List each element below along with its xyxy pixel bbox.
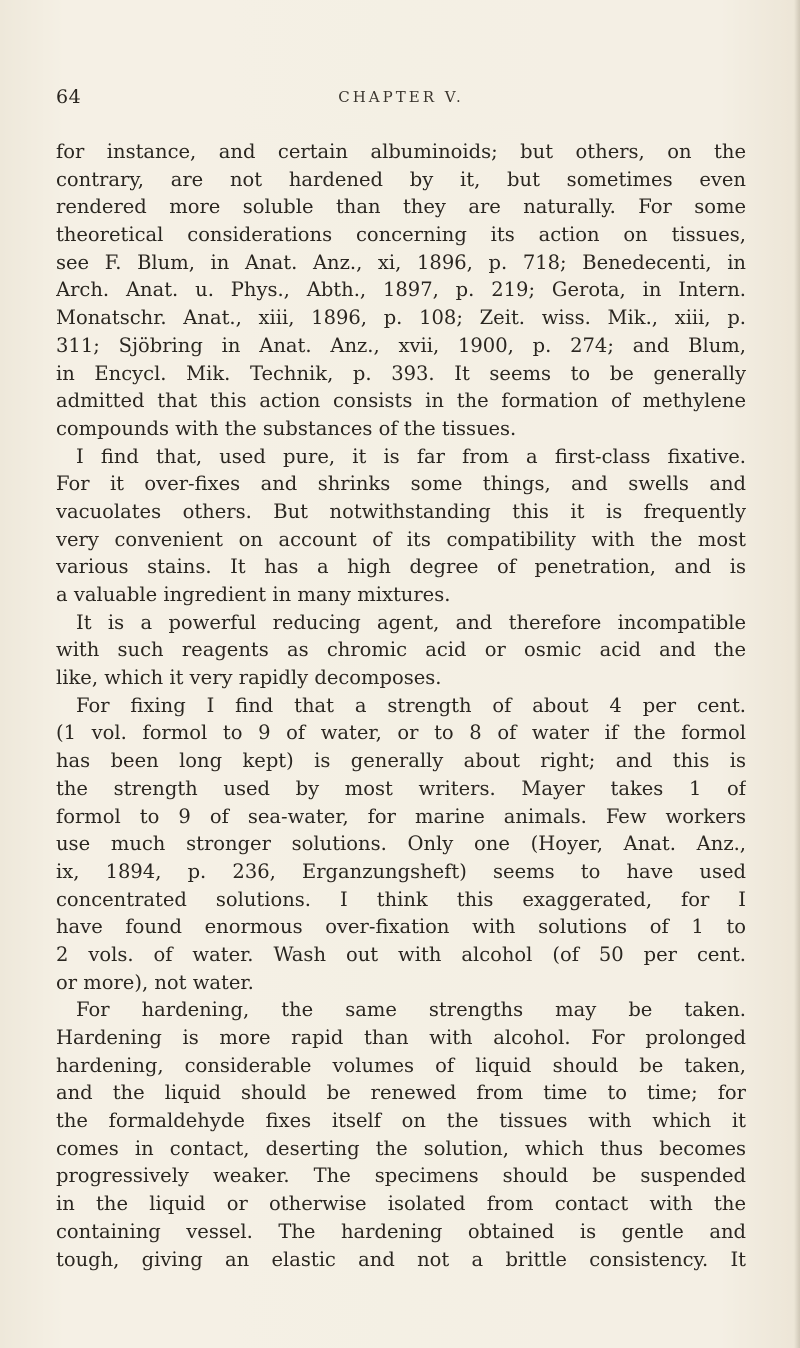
page-number: 64 (56, 86, 82, 108)
text-line: formol to 9 of sea-water, for marine animals. Few workers (56, 804, 746, 828)
text-line: ix, 1894, p. 236, Erganzungsheft) seems to have used (56, 859, 746, 883)
text-line: (1 vol. formol to 9 of water, or to 8 of water if the formol (56, 721, 746, 745)
text-line: I find that, used pure, it is far from a first-class fixative. (76, 444, 746, 468)
text-line: the formaldehyde fixes itself on the tissues with which it (56, 1109, 746, 1133)
text-line: For fixing I find that a strength of about 4 per cent. (76, 693, 746, 717)
text-line: in the liquid or otherwise isolated from contact with the (56, 1192, 746, 1216)
text-line: has been long kept) is generally about right; and this is (56, 749, 746, 773)
text-line: 2 vols. of water. Wash out with alcohol (of 50 per cent. (56, 942, 746, 966)
text-line: progressively weaker. The specimens should be suspended (56, 1164, 746, 1188)
text-line: vacuolates others. But notwithstanding this it is frequently (56, 499, 746, 523)
text-line: very convenient on account of its compatibility with the most (56, 527, 746, 551)
text-line: a valuable ingredient in many mixtures. (56, 583, 451, 606)
text-line: for instance, and certain albuminoids; but others, on the (56, 140, 746, 163)
text-line: hardening, considerable volumes of liquid should be taken, (56, 1053, 746, 1077)
text-line: or more), not water. (56, 970, 254, 994)
text-line: see F. Blum, in Anat. Anz., xi, 1896, p. 718; Benedecenti, in (56, 250, 746, 274)
text-line: like, which it very rapidly decomposes. (56, 666, 442, 690)
text-line: the strength used by most writers. Mayer takes 1 of (56, 776, 746, 800)
page-header (56, 86, 746, 116)
text-line: in Encycl. Mik. Technik, p. 393. It seems to be generally (56, 361, 746, 385)
text-line: contrary, are not hardened by it, but sometimes even (56, 167, 746, 191)
text-line: comes in contact, deserting the solution, which thus becomes (56, 1136, 746, 1160)
text-line: Monatschr. Anat., xiii, 1896, p. 108; Zeit. wiss. Mik., xiii, p. (56, 306, 746, 330)
text-line: tough, giving an elastic and not a brittle consistency. It (56, 1247, 746, 1271)
text-line: Hardening is more rapid than with alcohol. For prolonged (56, 1026, 746, 1049)
text-line: rendered more soluble than they are naturally. For some (56, 195, 746, 219)
text-line: It is a powerful reducing agent, and therefore incompatible (76, 610, 746, 634)
text-line: admitted that this action consists in the formation of methylene (56, 389, 746, 413)
body-text (56, 138, 746, 1273)
text-line: have found enormous over-fixation with solutions of 1 to (56, 915, 746, 939)
text-line: use much stronger solutions. Only one (Hoyer, Anat. Anz., (56, 832, 746, 856)
text-line: compounds with the substances of the tissues. (56, 416, 517, 440)
text-line: Arch. Anat. u. Phys., Abth., 1897, p. 219; Gerota, in Intern. (56, 278, 746, 302)
page-edge-shadow (794, 0, 800, 1348)
text-line: 311; Sjöbring in Anat. Anz., xvii, 1900, p. 274; and Blum, (56, 333, 746, 357)
text-line: For it over-fixes and shrinks some things, and swells and (56, 472, 746, 496)
text-line: containing vessel. The hardening obtained is gentle and (56, 1219, 746, 1243)
text-line: theoretical considerations concerning its action on tissues, (56, 223, 746, 247)
text-line: various stains. It has a high degree of penetration, and is (56, 555, 746, 579)
text-line: with such reagents as chromic acid or osmic acid and the (56, 638, 746, 662)
text-line: and the liquid should be renewed from time to time; for (56, 1081, 746, 1105)
running-head: CHAPTER V. (338, 88, 464, 106)
text-line: For hardening, the same strengths may be taken. (76, 998, 746, 1022)
text-line: concentrated solutions. I think this exaggerated, for I (56, 887, 746, 911)
